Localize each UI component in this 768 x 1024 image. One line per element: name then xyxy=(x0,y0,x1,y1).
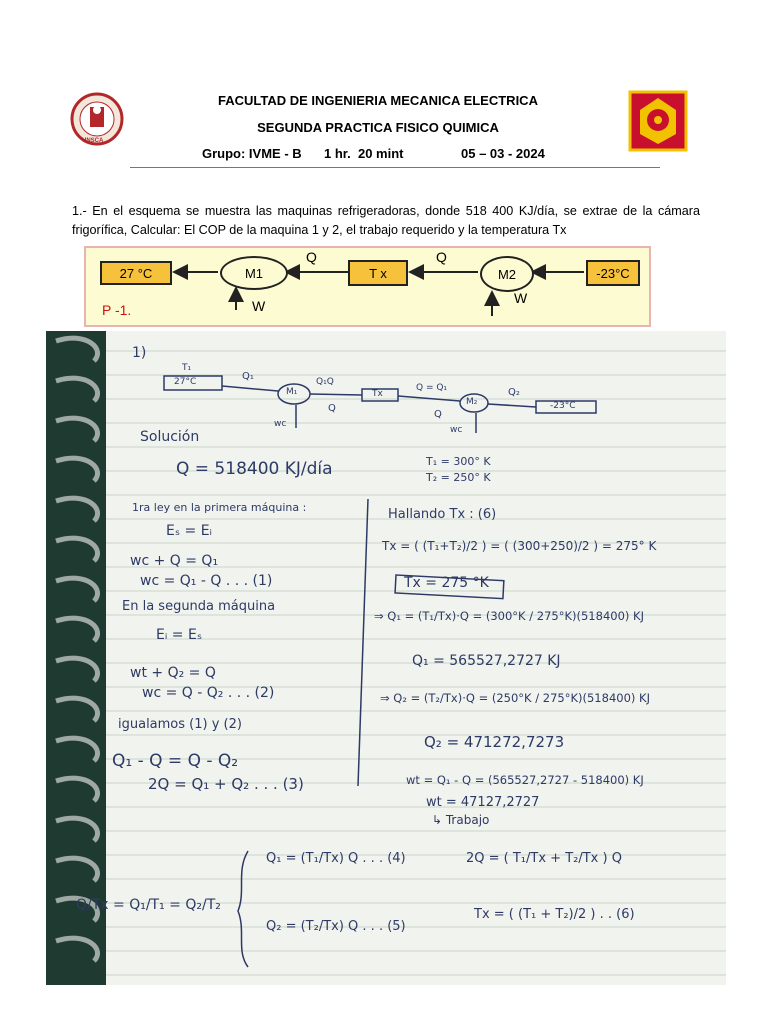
hw-sketch-q-eq: Q = Q₁ xyxy=(416,383,448,393)
hw-eq-wc2: wc = Q₁ - Q . . . (1) xyxy=(140,573,273,589)
hw-sketch-q-b: Q xyxy=(434,409,442,420)
hw-wt-eq: wt = Q₁ - Q = (565527,2727 - 518400) KJ xyxy=(406,773,644,787)
machine-2: M2 xyxy=(480,256,534,292)
hw-eq6: Tx = ( (T₁ + T₂)/2 ) . . (6) xyxy=(474,907,635,922)
hw-eq-wc3: wc = Q - Q₂ . . . (2) xyxy=(142,685,275,701)
hw-sketch-wc1: wc xyxy=(274,419,287,429)
exam-title: SEGUNDA PRACTICA FISICO QUIMICA xyxy=(257,120,499,135)
left-logo-caption: UNSCA xyxy=(82,138,104,144)
hw-tx-eq: Tx = ( (T₁+T₂)/2 ) = ( (300+250)/2 ) = 275° K xyxy=(382,539,657,553)
heat-label-2: Q xyxy=(436,249,447,265)
header-divider xyxy=(130,167,660,168)
hw-eq-wt: wt + Q₂ = Q xyxy=(130,665,216,681)
hot-reservoir-box: 27 °C xyxy=(100,261,172,285)
hw-q1-eq: ⇒ Q₁ = (T₁/Tx)·Q = (300°K / 275°K)(518400) KJ xyxy=(374,609,644,623)
hw-first-law: 1ra ley en la primera máquina : xyxy=(132,501,307,514)
work-label-2: W xyxy=(514,290,528,306)
hw-q2-eq: ⇒ Q₂ = (T₂/Tx)·Q = (250°K / 275°K)(518400) KJ xyxy=(380,691,650,705)
hw-sketch-m2: M₂ xyxy=(466,397,478,407)
hw-q2-val: Q₂ = 471272,7273 xyxy=(424,733,565,751)
hw-eq-ei: Eᵢ = Eₛ xyxy=(156,627,203,643)
hw-sketch-wc2: wc xyxy=(450,425,463,435)
hw-sketch-tx: Tx xyxy=(372,389,383,399)
hw-sketch-m1: M₁ xyxy=(286,387,298,397)
faculty-title: FACULTAD DE INGENIERIA MECANICA ELECTRICA xyxy=(218,93,538,108)
hw-eq-2q: 2Q = Q₁ + Q₂ . . . (3) xyxy=(148,775,304,793)
hw-sketch-q1q: Q₁Q xyxy=(316,377,334,387)
hw-sketch-minus23: -23°C xyxy=(550,401,576,411)
hw-eq5: Q₂ = (T₂/Tx) Q . . . (5) xyxy=(266,919,406,934)
hw-sketch-q1: Q₁ xyxy=(242,371,254,382)
hw-tx-box: Tx = 275 °K xyxy=(404,575,489,591)
hw-wt-val: wt = 47127,2727 xyxy=(426,795,540,810)
duration-label: 1 hr. 20 mint xyxy=(324,146,404,161)
hw-equate: igualamos (1) y (2) xyxy=(118,717,242,732)
hw-eq-es: Eₛ = Eᵢ xyxy=(166,523,213,539)
date-label: 05 – 03 - 2024 xyxy=(461,146,545,161)
machine-1: M1 xyxy=(220,256,288,290)
hw-eq-2q-b: 2Q = ( T₁/Tx + T₂/Tx ) Q xyxy=(466,851,622,866)
hw-sketch-q-a: Q xyxy=(328,403,336,414)
hw-ratio: Q/Tx = Q₁/T₁ = Q₂/T₂ xyxy=(76,897,221,913)
hw-eq4: Q₁ = (T₁/Tx) Q . . . (4) xyxy=(266,851,406,866)
hw-sketch-q2: Q₂ xyxy=(508,387,520,398)
hw-t2: T₂ = 250° K xyxy=(426,471,491,484)
hw-trabajo: ↳ Trabajo xyxy=(432,813,490,827)
handwritten-solution-photo xyxy=(46,331,726,985)
hw-q-value: Q = 518400 KJ/día xyxy=(176,459,333,479)
problem-statement: 1.- En el esquema se muestra las maquinas refrigeradoras, donde 518 400 KJ/día, se extrae de la cámara frigorífica, Calcular: El COP de la maquina 1 y 2, el trabajo requerido y la temperatura Tx xyxy=(72,204,700,237)
hw-hallando: Hallando Tx : (6) xyxy=(388,507,497,522)
hw-t1: T₁ = 300° K xyxy=(426,455,491,468)
hw-solucion: Solución xyxy=(140,429,200,445)
heat-label-1: Q xyxy=(306,249,317,265)
problem-tag: P -1. xyxy=(102,302,132,318)
hw-item-number: 1) xyxy=(132,345,147,361)
hw-q1-val: Q₁ = 565527,2727 KJ xyxy=(412,653,561,669)
cold-reservoir-box: -23°C xyxy=(586,260,640,286)
hw-sketch-t1: T₁ xyxy=(182,363,192,373)
hw-eq-wc1: wc + Q = Q₁ xyxy=(130,553,219,569)
tx-reservoir-box: T x xyxy=(348,260,408,286)
hw-eq-q1q: Q₁ - Q = Q - Q₂ xyxy=(112,751,239,771)
group-label: Grupo: IVME - B xyxy=(202,146,302,161)
refrigerator-diagram xyxy=(84,246,651,327)
hw-second-machine: En la segunda máquina xyxy=(122,599,276,614)
hw-sketch-27c: 27°C xyxy=(174,377,197,387)
work-label-1: W xyxy=(252,298,266,314)
